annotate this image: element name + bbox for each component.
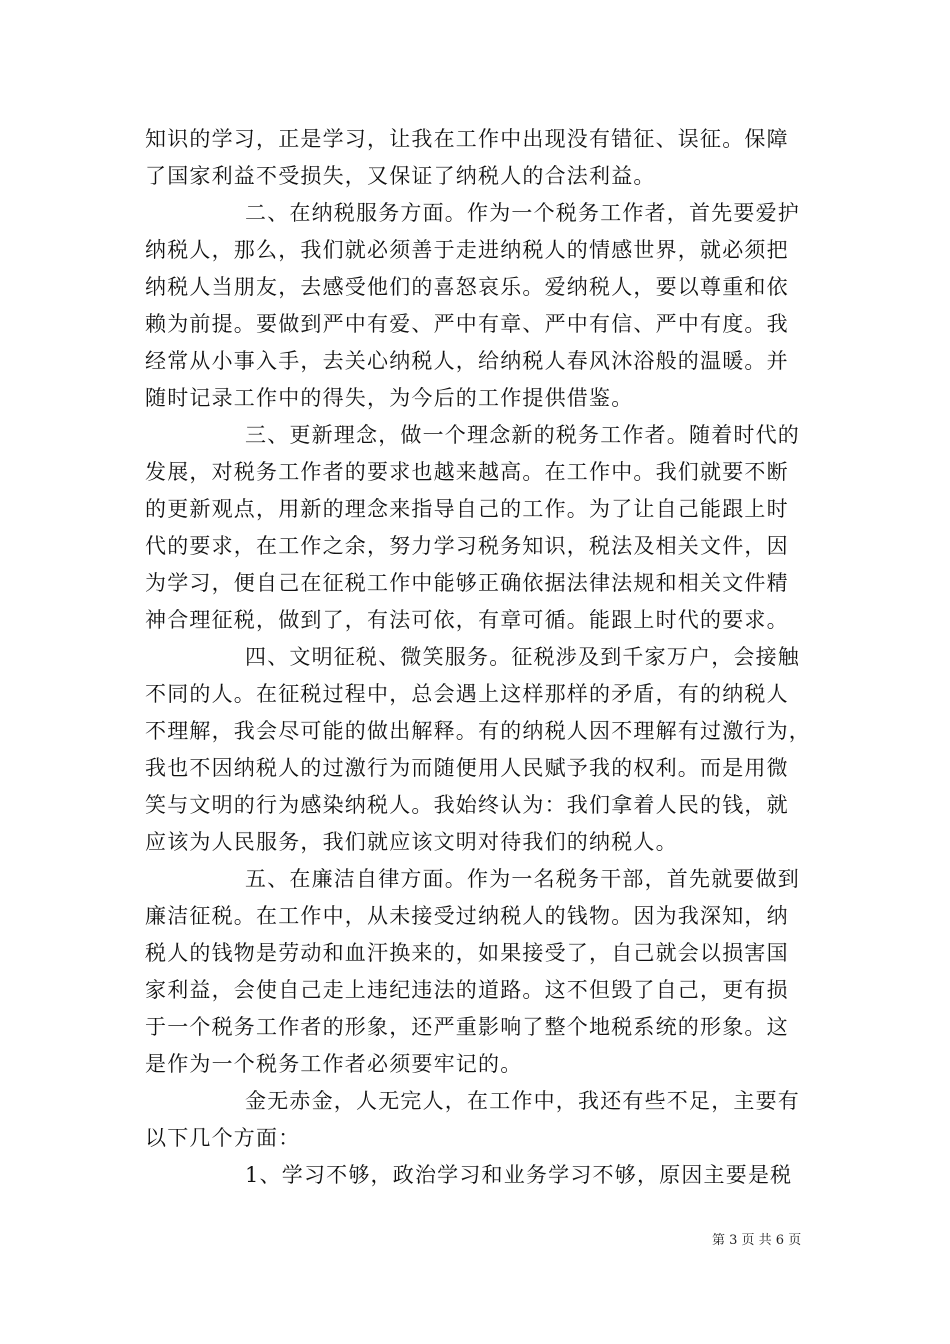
body-line-17: 不理解，我会尽可能的做出解释。有的纳税人因不理解有过激行为， [145,719,811,743]
body-line-20: 应该为人民服务，我们就应该文明对待我们的纳税人。 [145,830,678,854]
body-line-24: 家利益，会使自己走上违纪违法的道路。这不但毁了自己，更有损 [145,978,789,1002]
body-line-9: 三、更新理念，做一个理念新的税务工作者。随着时代的 [245,423,800,447]
body-line-26: 是作为一个税务工作者必须要牢记的。 [145,1052,523,1076]
body-line-5: 纳税人当朋友，去感受他们的喜怒哀乐。爱纳税人，要以尊重和依 [145,275,789,299]
body-line-12: 代的要求，在工作之余，努力学习税务知识，税法及相关文件，因 [145,534,789,558]
body-line-28: 以下几个方面： [145,1126,301,1150]
body-line-21: 五、在廉洁自律方面。作为一名税务干部，首先就要做到 [245,867,800,891]
body-line-7: 经常从小事入手，去关心纳税人，给纳税人春风沐浴般的温暖。并 [145,349,789,373]
body-line-2: 了国家利益不受损失，又保证了纳税人的合法利益。 [145,164,656,188]
body-line-6: 赖为前提。要做到严中有爱、严中有章、严中有信、严中有度。我 [145,312,789,336]
body-line-4: 纳税人，那么，我们就必须善于走进纳税人的情感世界，就必须把 [145,238,789,262]
body-line-22: 廉洁征税。在工作中，从未接受过纳税人的钱物。因为我深知，纳 [145,904,789,928]
body-line-18: 我也不因纳税人的过激行为而随便用人民赋予我的权利。而是用微 [145,756,789,780]
body-line-1: 知识的学习，正是学习，让我在工作中出现没有错征、误征。保障 [145,127,789,151]
body-line-10: 发展，对税务工作者的要求也越来越高。在工作中。我们就要不断 [145,460,789,484]
body-line-23: 税人的钱物是劳动和血汗换来的，如果接受了，自己就会以损害国 [145,941,789,965]
body-line-27: 金无赤金，人无完人，在工作中，我还有些不足，主要有 [245,1089,800,1113]
body-line-14: 神合理征税，做到了，有法可依，有章可循。能跟上时代的要求。 [145,608,789,632]
body-line-19: 笑与文明的行为感染纳税人。我始终认为：我们拿着人民的钱，就 [145,793,789,817]
body-line-29: 1、学习不够，政治学习和业务学习不够，原因主要是税 [245,1163,793,1187]
body-line-8: 随时记录工作中的得失，为今后的工作提供借鉴。 [145,386,634,410]
body-line-15: 四、文明征税、微笑服务。征税涉及到千家万户，会接触 [245,645,800,669]
body-line-3: 二、在纳税服务方面。作为一个税务工作者，首先要爱护 [245,201,800,225]
body-line-16: 不同的人。在征税过程中，总会遇上这样那样的矛盾，有的纳税人 [145,682,789,706]
page-number-footer: 第 3 页 共 6 页 [712,1233,802,1248]
body-line-11: 的更新观点，用新的理念来指导自己的工作。为了让自己能跟上时 [145,497,789,521]
body-line-13: 为学习，便自己在征税工作中能够正确依据法律法规和相关文件精 [145,571,789,595]
body-line-25: 于一个税务工作者的形象，还严重影响了整个地税系统的形象。这 [145,1015,789,1039]
